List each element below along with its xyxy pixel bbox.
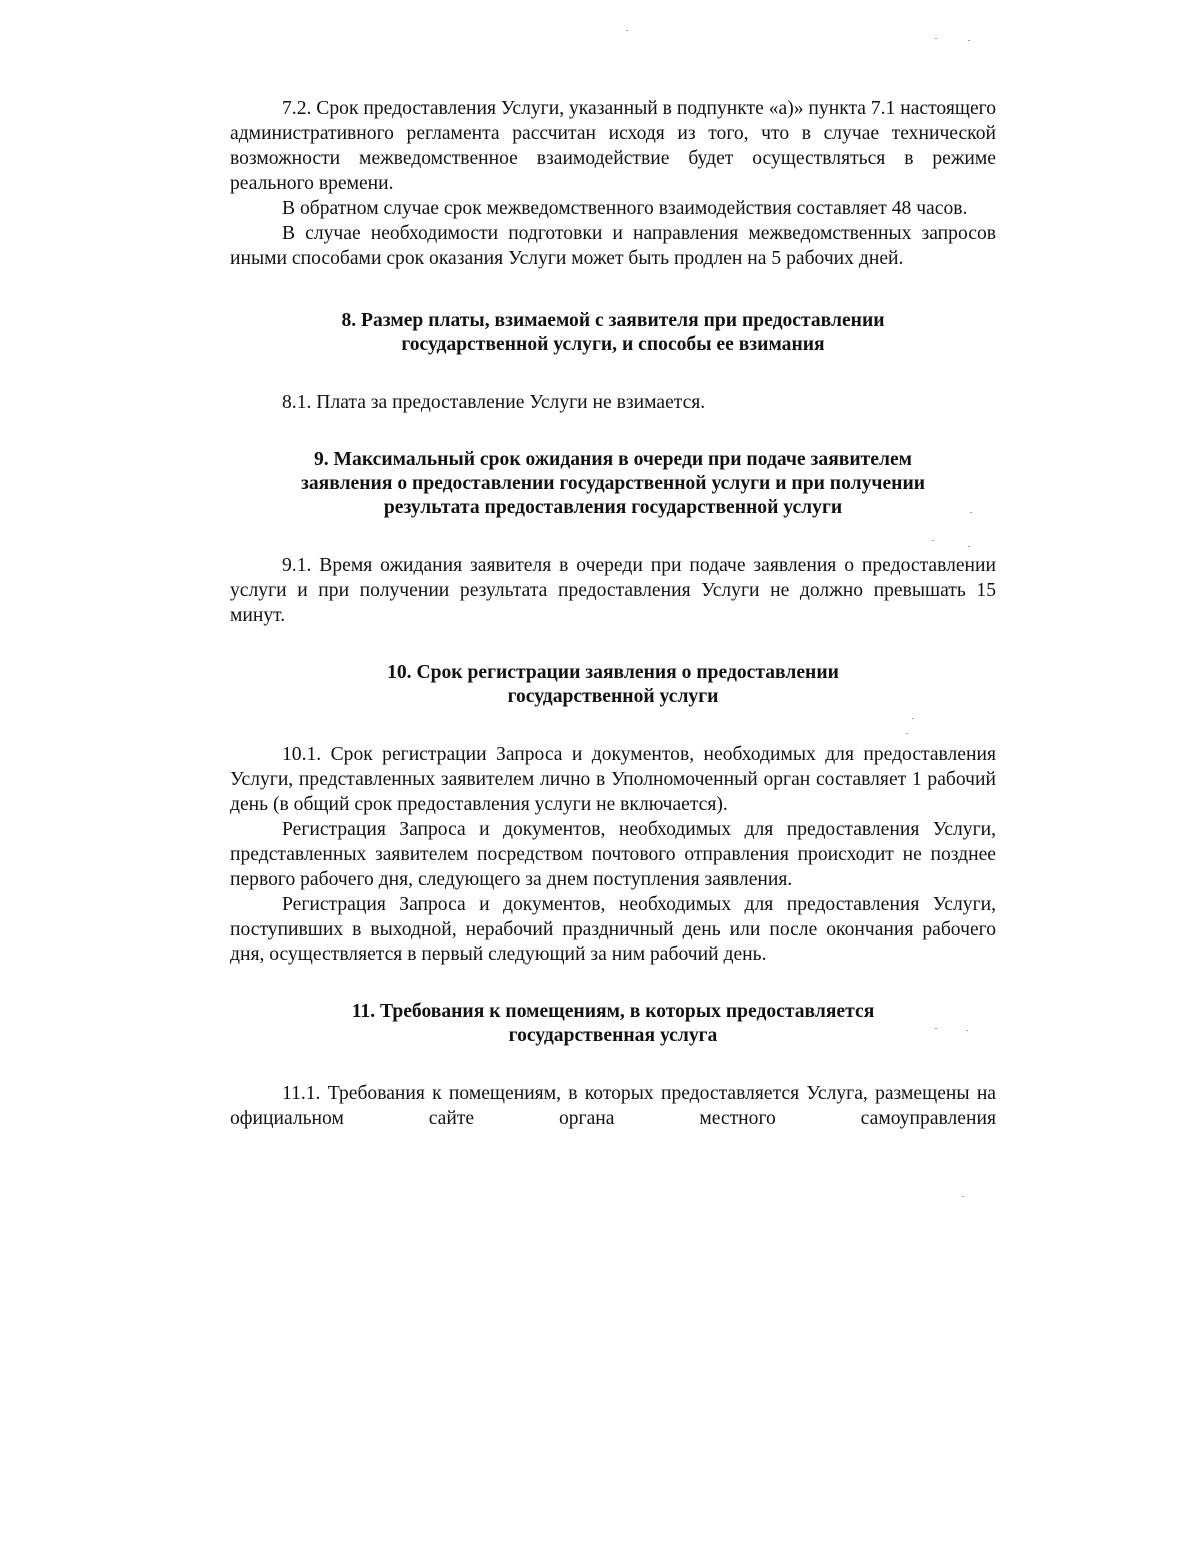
section-11-heading-line-1: 11. Требования к помещениям, в которых предоставляется [351, 1001, 875, 1022]
section-8-heading-line-1: 8. Размер платы, взимаемой с заявителя при предоставлении [341, 310, 885, 331]
paragraph-10-1-holiday: Регистрация Запроса и документов, необходимых для предоставления Услуги, поступивших в выходной, нерабочий праздничный день или после окончания рабочего дня, осуществляется в первый следующий за ним рабочий день. [230, 894, 996, 965]
section-9-heading [230, 448, 996, 520]
section-9-heading-line-1: 9. Максимальный срок ожидания в очереди при подаче заявителем [313, 449, 913, 470]
paragraph-7-2-interaction-time: В обратном случае срок межведомственного взаимодействия составляет 48 часов. [282, 198, 968, 219]
section-10-heading-line-1: 10. Срок регистрации заявления о предоставлении [387, 662, 839, 683]
paragraph-9-1: 9.1. Время ожидания заявителя в очереди при подаче заявления о предоставлении услуги и при получении результата предоставления Услуги не должно превышать 15 минут. [230, 555, 996, 626]
section-8-heading-line-2: государственной услуги, и способы ее взимания [401, 334, 825, 355]
document-page [230, 96, 996, 1131]
section-9-heading-line-3: результата предоставления государственной услуги [383, 497, 843, 518]
section-10-heading [230, 661, 996, 709]
section-8-heading [230, 309, 996, 357]
paragraph-11-1: 11.1. Требования к помещениям, в которых предоставляется Услуга, размещены на официальном сайте органа местного самоуправления [230, 1083, 996, 1129]
section-11-heading [230, 1000, 996, 1048]
paragraph-10-1-postal: Регистрация Запроса и документов, необходимых для предоставления Услуги, представленных заявителем посредством почтового отправления происходит не позднее первого рабочего дня, следующего за днем поступления заявления. [230, 819, 996, 890]
section-9-heading-line-2: заявления о предоставлении государственной услуги и при получении [300, 473, 926, 494]
paragraph-8-1: 8.1. Плата за предоставление Услуги не взимается. [282, 392, 706, 413]
section-11-heading-line-2: государственная услуга [508, 1025, 718, 1046]
section-10-heading-line-2: государственной услуги [507, 686, 719, 707]
paragraph-7-2-extension: В случае необходимости подготовки и направления межведомственных запросов иными способами срок оказания Услуги может быть продлен на 5 рабочих дней. [230, 223, 996, 269]
paragraph-10-1: 10.1. Срок регистрации Запроса и документов, необходимых для предоставления Услуги, представленных заявителем лично в Уполномоченный орган составляет 1 рабочий день (в общий срок предоставления услуги не включается). [230, 744, 996, 815]
paragraph-7-2: 7.2. Срок предоставления Услуги, указанный в подпункте «а)» пункта 7.1 настоящего административного регламента рассчитан исходя из того, что в случае технической возможности межведомственное взаимодействие будет осуществляться в режиме реального времени. [230, 98, 996, 194]
